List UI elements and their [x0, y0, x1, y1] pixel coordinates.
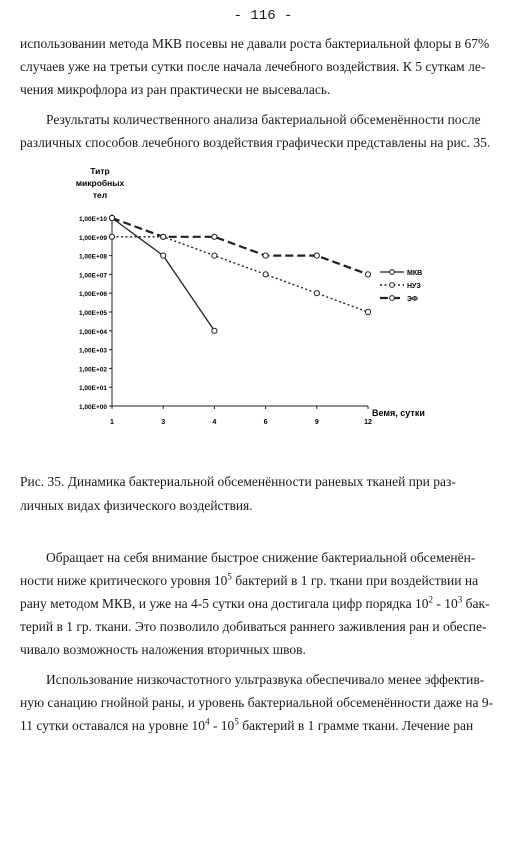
x-axis-label: Вемя, сутки [372, 408, 425, 418]
caption-line: Рис. 35. Динамика бактериальной обсеменённости раневых тканей при раз- [20, 474, 456, 489]
chart-legend [380, 270, 422, 303]
x-tick-label: 4 [212, 419, 217, 426]
figure-caption [20, 470, 506, 518]
y-tick-label: 1,00E+05 [78, 310, 107, 317]
y-tick-label: 1,00E+08 [78, 253, 107, 261]
series-lines [109, 215, 370, 333]
y-axis-label-line: Титр [90, 166, 110, 176]
y-ticks [79, 216, 112, 411]
text-line: Результаты количественного анализа бактериальной обсеменённости после [46, 112, 481, 127]
y-tick-label: 1,00E+04 [78, 328, 107, 336]
text-line: использовании метода МКВ посевы не давали роста бактериальной флоры в 67% [20, 36, 490, 51]
data-point-НУЗ [314, 291, 319, 296]
x-tick-label: 6 [263, 419, 268, 426]
series-line-НУЗ [112, 237, 368, 312]
chart-axes [112, 214, 368, 406]
y-tick-label: 1,00E+01 [78, 385, 107, 393]
data-point-НУЗ [109, 234, 114, 239]
text-line: 11 сутки оставался на уровне $10^4 - 10^5$ бактерий в 1 грамме ткани. Лечение ран [20, 716, 474, 733]
paragraph-3 [20, 546, 506, 661]
legend-marker-ЭФ [390, 296, 395, 301]
data-point-ЭФ [365, 272, 370, 277]
data-point-НУЗ [263, 272, 268, 277]
data-point-МКВ [212, 328, 217, 333]
y-axis-label [76, 166, 125, 200]
y-tick-label: 1,00E+07 [78, 272, 107, 280]
data-point-ЭФ [314, 253, 319, 258]
text-line: Обращает на себя внимание быстрое снижение бактериальной обсеменён- [46, 550, 476, 565]
paragraph-2 [20, 108, 506, 154]
x-tick-label: 3 [161, 419, 166, 426]
text-line: случаев уже на третьи сутки после начала лечебного воздействия. К 5 суткам ле- [20, 59, 486, 74]
bacterial-load-chart [0, 160, 526, 440]
y-tick-label: 1,00E+06 [78, 291, 107, 299]
y-tick-label: 1,00E+10 [78, 216, 107, 223]
paragraph-1 [20, 32, 506, 101]
x-tick-label: 1 [110, 419, 114, 426]
x-tick-label: 9 [314, 419, 319, 426]
legend-marker-МКВ [390, 270, 395, 275]
page-number: - 116 - [233, 8, 293, 24]
text-line: рану методом МКВ, и уже на 4-5 сутки она достигала цифр порядка $10^2 - 10^3$ бак- [20, 594, 490, 611]
text-line: различных способов лечебного воздействия графически представлены на рис. 35. [20, 135, 491, 150]
data-point-НУЗ [212, 253, 217, 258]
data-point-ЭФ [263, 253, 268, 258]
caption-line: личных видах физического воздействия. [20, 498, 253, 513]
data-point-ЭФ [161, 234, 166, 239]
legend-label-МКВ: МКВ [407, 270, 423, 277]
x-ticks [110, 406, 372, 426]
text-line: Использование низкочастотного ультразвука обеспечивало менее эффектив- [46, 672, 485, 687]
data-point-ЭФ [212, 234, 217, 239]
y-tick-label: 1,00E+03 [78, 347, 107, 355]
text-line: ную санацию гнойной раны, и уровень бактериальной обсеменённости даже на 9- [20, 695, 494, 710]
legend-label-ЭФ: ЭФ [407, 296, 418, 303]
y-tick-label: 1,00E+09 [78, 234, 107, 242]
data-point-НУЗ [365, 309, 370, 314]
y-axis-label-line: тел [92, 190, 108, 200]
data-point-МКВ [161, 253, 166, 258]
y-tick-label: 1,00E+02 [78, 366, 107, 374]
data-point-ЭФ [109, 215, 114, 220]
paragraph-4 [20, 668, 506, 737]
text-line: ности ниже критического уровня $10^5$ бактерий в 1 гр. ткани при воздействии на [20, 571, 479, 588]
legend-marker-НУЗ [390, 283, 395, 288]
text-line: чения микрофлора из ран практически не высевалась. [20, 82, 331, 97]
text-line: чивало возможность наложения вторичных швов. [20, 642, 306, 657]
legend-label-НУЗ: НУЗ [407, 283, 421, 290]
y-axis-label-line: микробных [75, 178, 125, 188]
y-tick-label: 1,00E+00 [78, 404, 107, 411]
text-line: терий в 1 гр. ткани. Это позволило добиваться раннего заживления ран и обеспе- [20, 619, 487, 634]
x-tick-label: 12 [364, 419, 372, 426]
